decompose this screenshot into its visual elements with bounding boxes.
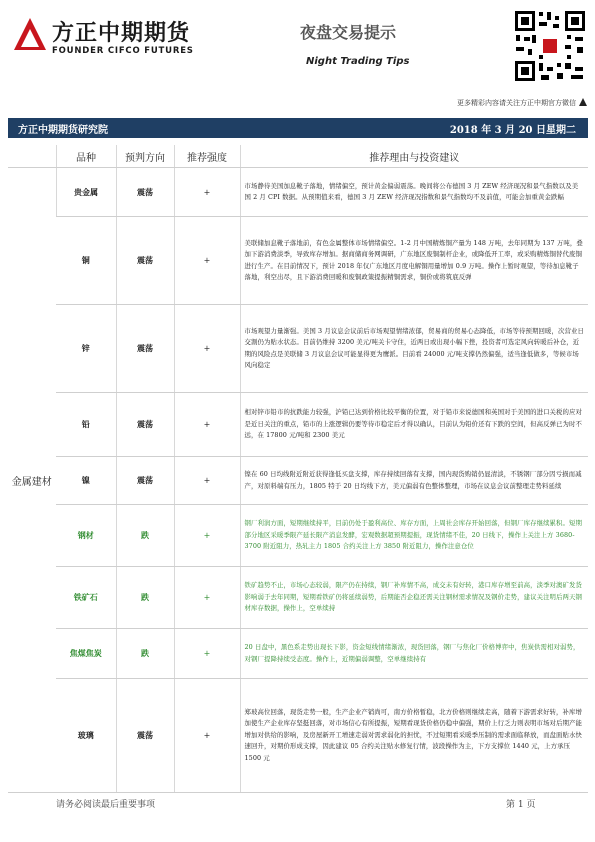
direction-cell: 震荡 [116, 217, 174, 305]
strength-cell: + [174, 629, 240, 679]
direction-cell: 跌 [116, 629, 174, 679]
strength-cell: + [174, 217, 240, 305]
reason-cell: 钢厂利润方面，短期继续持平，目前仍处于盈利高位、库存方面，上周社会库存开始回落，但钢厂库存继续累积。短期部分地区采暖季限产延长限产消息发酵，宏观数据超预期提振，现货情绪不佳，20 日线下，操作上关注上方 3680-3700 附近阻力，热轧主力 1805 合约关注上方 3850 附近阻力，操作注意仓位 [240, 505, 588, 567]
founder-logo-icon [12, 16, 48, 52]
logo-english-name: FOUNDER CIFCO FUTURES [52, 46, 194, 56]
strength-cell: + [174, 393, 240, 457]
strength-cell: + [174, 305, 240, 393]
strength-cell: + [174, 679, 240, 793]
institute-band [8, 118, 588, 138]
table-row [8, 679, 588, 793]
report-subtitle: Night Trading Tips [306, 56, 410, 67]
direction-cell: 跌 [116, 567, 174, 629]
variety-cell: 镍 [56, 457, 116, 505]
table-row [8, 457, 588, 505]
logo-chinese-name: 方正中期期货 [52, 21, 191, 46]
variety-cell: 焦煤焦炭 [56, 629, 116, 679]
variety-cell: 铜 [56, 217, 116, 305]
table-row [8, 305, 588, 393]
variety-cell: 铅 [56, 393, 116, 457]
reason-cell: 郑玻高位回落，现货走势一般，生产企业产销尚可，南方价格暂稳，北方价格则继续走高，随着下游需求好转，补库增加使生产企业库存坚挺回落，对市场信心有所提振，短期看现货价格仍稳中偏强，期价上行乏力则表明市场对后期产能增加对供给的影响，及房屋新开工增速走弱对需求弱化的担忧，不过短期看采暖季压制的需求面临释放，而盘面贴水快速回升，对期价形成支撑，因此建议 05 合约关注贴水修复行情，波段操作为主，下方支撑位 1440 元，上方承压 1500 元 [240, 679, 588, 793]
table-row [8, 567, 588, 629]
direction-cell: 跌 [116, 505, 174, 567]
table-row [8, 505, 588, 567]
reason-cell: 20 日盘中，黑色系走势出现长下影，资金短线情绪渐浓，现货回落，钢厂与焦化厂价格博弈中，焦炭供需相对弱势，对钢厂提降持续受态度。操作上，近期偏弱调整，空单继续持有 [240, 629, 588, 679]
variety-cell: 锌 [56, 305, 116, 393]
report-date: 2018 年 3 月 20 日星期二 [449, 125, 576, 136]
variety-cell: 玻璃 [56, 679, 116, 793]
table-header-row [8, 145, 588, 168]
reason-cell: 相对锌市铅市的抗跌能力较强，沪铅已达到价格比较平衡的位置，对于铅市来说德国和英国对于美国的进口关税的应对是近日关注的重点，铅市的上涨逻辑仍要等待市稳定后才得以确认，目前认为铅价还有下跌的空间，但高反弹已为时不远，在 17800 元/吨和 2300 美元 [240, 393, 588, 457]
direction-cell: 震荡 [116, 393, 174, 457]
strength-cell: + [174, 457, 240, 505]
company-logo [12, 16, 212, 60]
table-row [8, 393, 588, 457]
strength-cell: + [174, 168, 240, 217]
strength-cell: + [174, 567, 240, 629]
direction-cell: 震荡 [116, 457, 174, 505]
variety-cell: 铁矿石 [56, 567, 116, 629]
reason-cell: 镍在 60 日均线附近附近获得逢低买盘支撑，库存持续回落有支撑，国内现货购销仍显清淡，不锈钢厂部分因亏损而减产，对原料端有压力，1805 特于 20 日均线下方，美元偏弱有色整体整理，市场在议息会议前整理走势料延续 [240, 457, 588, 505]
institute-name: 方正中期期货研究院 [18, 125, 108, 136]
report-title: 夜盘交易提示 [300, 23, 397, 42]
variety-cell: 钢材 [56, 505, 116, 567]
disclaimer-note: 请务必阅读最后重要事项 [56, 800, 156, 810]
reason-cell: 铁矿趋势不止，市场心态较弱，限产仍在持续，钢厂补库情不高，成交未有好转，港口库存增至前高，淡季对澳矿发货影响弱于去年同期，短期看铁矿仍将延续弱势，后期能否企稳还需关注钢材需求情况及钢价走势，建议关注明后两天钢材库存数据，操作上，空单续持 [240, 567, 588, 629]
strength-cell: + [174, 505, 240, 567]
category-cell: 金属建材 [8, 168, 56, 793]
reason-cell: 美联储加息靴子落地前，有色金属整体市场情绪偏空。1-2 月中国精炼铜产量为 148 万吨，去年同期为 137 万吨，叠加下游消费淡季，导致库存增加。据商储商务网调研，广东地区废铜制杆企业，或降低开工率，或采购精炼铜替代废铜进行生产。在目前情况下，预计 2018 年仅广东地区月度电解铜用量增加 0.9 万吨。操作上暂时观望，等待加息靴子落地，利空出尽，且下游消费回暖和废铜政策提振精铜需求，铜价或将筑底反弹 [240, 217, 588, 305]
col-header-variety: 品种 [56, 145, 116, 168]
col-header-direction: 预判方向 [116, 145, 174, 168]
direction-cell: 震荡 [116, 679, 174, 793]
table-body [8, 168, 588, 793]
wechat-qr-code-icon [512, 8, 588, 84]
trading-tips-table [8, 145, 588, 793]
page-header [0, 0, 595, 118]
reason-cell: 市场观望力量渐强。美国 3 月议息会议前后市场观望情绪浓郁，贸易商的贸易心态降低，市场等待预期回暖，次营业日交割仍为贴水状态。目前仍维持 3200 美元/吨关卡守住，近两日或出现小幅下挫，投资者可选定风向转暖后补仓，近期的风险点是美联储 3 月议息会议可能显得更为鹰派。目前看 24000 元/吨支撑仍然偏强，适当逢低做多，等候市场风向稳定 [240, 305, 588, 393]
qr-follow-note [457, 98, 587, 108]
table-row [8, 217, 588, 305]
direction-cell: 震荡 [116, 305, 174, 393]
reason-cell: 市场静待美国加息靴子落地，情绪偏空，预计黄金偏弱震荡。晚间将公布德国 3 月 ZEW 经济现况和景气指数以及美国 2 月 CPI 数据。从预期值来看，德国 3 月 ZEW 经济现况指数和景气指数均不及前值，可能会加重黄金跌幅 [240, 168, 588, 217]
col-header-category [8, 145, 56, 168]
page-number: 第 1 页 [506, 800, 536, 810]
variety-cell: 贵金属 [56, 168, 116, 217]
col-header-strength: 推荐强度 [174, 145, 240, 168]
direction-cell: 震荡 [116, 168, 174, 217]
col-header-reason: 推荐理由与投资建议 [240, 145, 588, 168]
table-row [8, 168, 588, 217]
qr-note-text: 更多精彩内容请关注方正中期官方微信 [457, 99, 576, 107]
table-row [8, 629, 588, 679]
arrow-up-icon [579, 98, 587, 106]
